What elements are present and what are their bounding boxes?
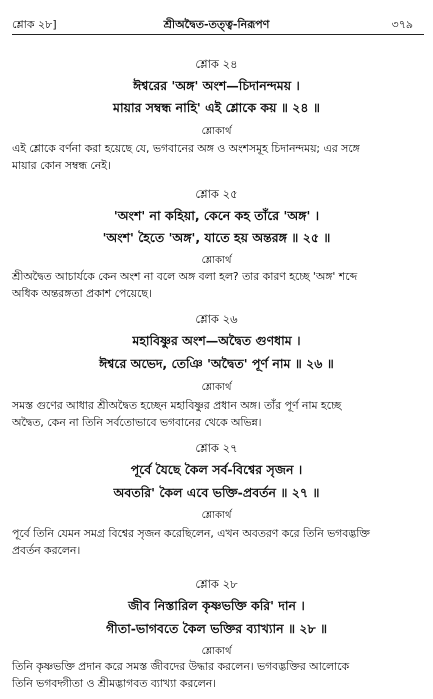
translation-line: তিনি ভগবদ্গীতা ও শ্রীমদ্ভাগবত ব্যাখ্যা করলেন। <box>12 677 216 690</box>
header-verse-ref: শ্লোক ২৮] <box>12 18 57 31</box>
translation-line: প্রবর্তন করলেন। <box>12 544 81 557</box>
translation-line: সমস্ত গুণের আধার শ্রীঅদ্বৈত হচ্ছেন মহাবিষ্ণুর প্রধান অঙ্গ। তাঁর পূর্ণ নাম হচ্ছে <box>12 399 342 412</box>
verse-line: ঈশ্বরের 'অঙ্গ' অংশ—চিদানন্দময় । <box>133 78 300 93</box>
verse-line: পূর্বে যৈছে কৈল সর্ব-বিশ্বের সৃজন । <box>130 462 303 477</box>
verse-line: ঈশ্বরে অভেদ, তেঞি 'অদ্বৈত' পূর্ণ নাম ॥ ২৬ ॥ <box>99 356 334 371</box>
verse-line: 'অংশ' হৈতে 'অঙ্গ', যাতে হয় অন্তরঙ্গ ॥ ২৫ ॥ <box>102 230 331 245</box>
translation-label: শ্লোকার্থ <box>201 382 232 393</box>
verse-line: জীব নিস্তারিল কৃষ্ণভক্তি করি' দান । <box>128 598 305 613</box>
translation-line: মায়ার কোন সম্বন্ধ নেই। <box>12 159 111 172</box>
translation-line: অধিক অন্তরঙ্গতা প্রকাশ পেয়েছে। <box>12 287 152 300</box>
page-number: ৩৭৯ <box>391 18 413 31</box>
translation-line: শ্রীঅদ্বৈত আচার্যকে কেন অংশ না বলে অঙ্গ বলা হল? তার কারণ হচ্ছে 'অঙ্গ' শব্দে <box>12 270 358 283</box>
translation-paragraph <box>12 525 424 559</box>
translation-paragraph <box>12 658 424 692</box>
verse-heading: শ্লোক ২৪ <box>195 57 238 71</box>
translation-paragraph <box>12 140 424 174</box>
translation-line: অদ্বৈত, কেন না তিনি সর্বতোভাবে ভগবানের থেকে অভিন্ন। <box>12 416 262 429</box>
verse-heading: শ্লোক ২৭ <box>195 441 238 455</box>
verse-heading: শ্লোক ২৫ <box>195 187 238 201</box>
header-title: শ্রীঅদ্বৈত-তত্ত্ব-নিরূপণ <box>163 18 270 31</box>
verse-line: 'অংশ' না কহিয়া, কেনে কহ তাঁরে 'অঙ্গ' । <box>113 208 320 223</box>
translation-label: শ্লোকার্থ <box>201 126 232 137</box>
translation-line: তিনি কৃষ্ণভক্তি প্রদান করে সমস্ত জীবদের উদ্ধার করলেন। ভগবদ্ভক্তির আলোকে <box>12 660 350 673</box>
translation-label: শ্লোকার্থ <box>201 646 232 657</box>
verse-heading: শ্লোক ২৮ <box>195 577 238 591</box>
translation-paragraph <box>12 268 424 302</box>
verse-heading: শ্লোক ২৬ <box>195 312 238 326</box>
verse-line: গীতা-ভাগবতে কৈল ভক্তির ব্যাখ্যান ॥ ২৮ ॥ <box>105 621 328 636</box>
verse-line: মহাবিষ্ণুর অংশ—অদ্বৈত গুণধাম । <box>132 333 301 348</box>
translation-label: শ্লোকার্থ <box>201 255 232 266</box>
translation-paragraph <box>12 397 424 431</box>
translation-label: শ্লোকার্থ <box>201 510 232 521</box>
header-rule <box>12 34 424 35</box>
translation-line: পূর্বে তিনি যেমন সমগ্র বিশ্বের সৃজন করেছিলেন, এখন অবতরণ করে তিনি ভগবদ্ভক্তি <box>12 527 370 540</box>
verse-line: অবতরি' কৈল এবে ভক্তি-প্রবর্তন ॥ ২৭ ॥ <box>113 485 320 500</box>
translation-line: এই শ্লোকে বর্ণনা করা হয়েছে যে, ভগবানের অঙ্গ ও অংশসমূহ চিদানন্দময়; এর সঙ্গে <box>12 142 360 155</box>
verse-line: মায়ার সম্বন্ধ নাহি' এই শ্লোকে কয় ॥ ২৪ ॥ <box>113 100 320 115</box>
